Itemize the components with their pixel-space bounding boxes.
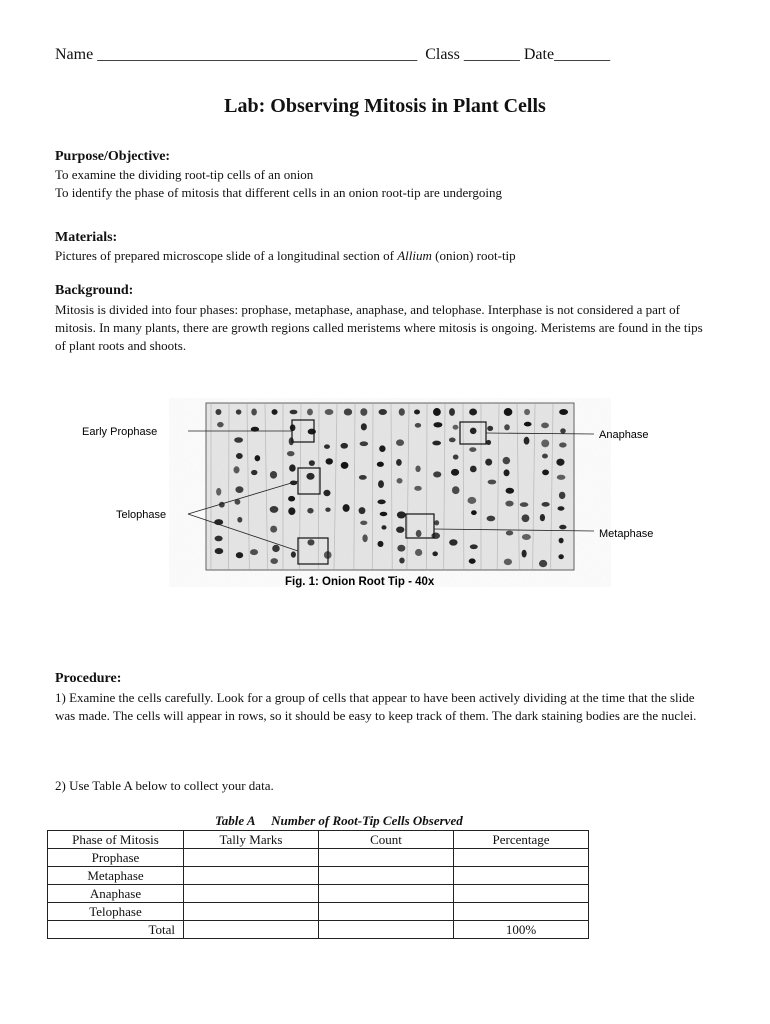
cell-nucleus (503, 457, 511, 464)
cell-nucleus (234, 437, 243, 443)
cell-nucleus (325, 409, 334, 415)
total-percentage: 100% (454, 921, 589, 939)
cell-nucleus (377, 462, 384, 467)
cell-nucleus (470, 428, 477, 434)
cell-nucleus (291, 551, 296, 557)
date-label: Date (523, 46, 555, 63)
cell-nucleus (270, 471, 277, 479)
percentage-cell[interactable] (454, 903, 589, 921)
cell-nucleus (237, 517, 242, 523)
purpose-heading: Purpose/Objective: (55, 149, 171, 164)
tally-total-cell[interactable] (184, 921, 319, 939)
cell-nucleus (343, 504, 350, 512)
cell-nucleus (270, 558, 278, 564)
cell-nucleus (360, 521, 367, 525)
cell-nucleus (397, 511, 406, 518)
onion-root-tip-figure (80, 398, 680, 593)
cell-nucleus (467, 497, 476, 504)
metaphase-label: Metaphase (599, 528, 654, 540)
background-heading: Background: (55, 283, 134, 298)
cell-nucleus (289, 437, 294, 445)
cell-nucleus (449, 539, 457, 545)
cell-nucleus (381, 525, 386, 529)
telophase-label: Telophase (116, 509, 167, 521)
cell-nucleus (396, 459, 402, 466)
cell-nucleus (288, 496, 295, 502)
materials-text-after: (onion) root-tip (431, 248, 516, 263)
materials-text (55, 248, 516, 264)
cell-nucleus (559, 538, 564, 544)
cell-nucleus (341, 462, 349, 469)
count-total-cell[interactable] (319, 921, 454, 939)
procedure-heading: Procedure: (55, 671, 122, 686)
header-percentage: Percentage (454, 831, 589, 849)
cell-nucleus (309, 460, 315, 466)
row-phase: Anaphase (48, 885, 184, 903)
table-caption (215, 813, 463, 829)
background-text: Mitosis is divided into four phases: prophase, metaphase, anaphase, and telophase. Interphase is not considered a part of mitosis. In many plants, there are growth regions called meristems where mitosis is ongoing. Meristems are found in the tips of plant roots and shoots. (55, 302, 703, 353)
cell-nucleus (506, 531, 513, 536)
anaphase-label: Anaphase (599, 429, 649, 441)
cell-nucleus (469, 447, 476, 452)
cell-nucleus (470, 466, 477, 473)
cell-nucleus (504, 408, 513, 416)
cell-nucleus (485, 459, 492, 466)
cell-nucleus (215, 409, 221, 415)
percentage-cell[interactable] (454, 867, 589, 885)
cell-nucleus (360, 408, 367, 416)
data-table-a (47, 830, 589, 939)
cell-nucleus (524, 422, 532, 427)
cell-nucleus (539, 560, 547, 567)
cell-nucleus (325, 507, 330, 511)
row-phase: Telophase (48, 903, 184, 921)
cell-nucleus (326, 458, 333, 464)
count-cell[interactable] (319, 885, 454, 903)
cell-nucleus (487, 516, 496, 522)
cell-nucleus (452, 486, 460, 494)
cell-nucleus (250, 549, 258, 555)
cell-nucleus (397, 545, 405, 552)
cell-nucleus (255, 455, 261, 461)
purpose-line-2: To identify the phase of mitosis that different cells in an onion root-tip are undergoing (55, 185, 503, 200)
table-total-row (48, 921, 589, 939)
cell-nucleus (415, 465, 420, 472)
cell-nucleus (470, 544, 478, 549)
cell-nucleus (557, 475, 566, 480)
cell-nucleus (233, 466, 239, 473)
cell-nucleus (414, 410, 420, 415)
cell-nucleus (434, 520, 439, 525)
cell-nucleus (379, 409, 387, 415)
table-row (48, 903, 589, 921)
total-label: Total (48, 921, 184, 939)
cell-nucleus (451, 469, 459, 476)
cell-nucleus (307, 409, 313, 416)
cell-nucleus (340, 443, 348, 449)
cell-nucleus (236, 453, 243, 459)
cell-nucleus (524, 437, 530, 445)
cell-nucleus (522, 550, 527, 558)
cell-nucleus (290, 424, 296, 431)
cell-nucleus (215, 548, 224, 554)
class-label: Class (425, 46, 460, 63)
cell-nucleus (542, 470, 549, 476)
purpose-line-1: To examine the dividing root-tip cells of an onion (55, 167, 314, 182)
cell-nucleus (449, 437, 456, 442)
cell-nucleus (559, 409, 568, 415)
cell-nucleus (414, 486, 422, 491)
table-row (48, 867, 589, 885)
cell-nucleus (288, 507, 295, 515)
cell-nucleus (397, 478, 403, 484)
cell-nucleus (270, 506, 279, 513)
cell-nucleus (396, 526, 404, 532)
cell-nucleus (415, 423, 421, 428)
cell-nucleus (469, 558, 476, 563)
cell-nucleus (433, 422, 442, 427)
cell-nucleus (236, 409, 242, 414)
cell-nucleus (559, 442, 567, 447)
header-phase: Phase of Mitosis (48, 831, 184, 849)
cell-nucleus (396, 439, 404, 445)
cell-nucleus (471, 510, 477, 515)
cell-nucleus (359, 507, 366, 514)
cell-nucleus (362, 534, 367, 542)
cell-nucleus (541, 423, 549, 429)
cell-nucleus (506, 488, 515, 494)
cell-nucleus (559, 492, 565, 499)
cell-nucleus (290, 410, 298, 415)
materials-genus: Allium (397, 248, 432, 263)
procedure-step-2: 2) Use Table A below to collect your data. (55, 778, 274, 793)
table-row (48, 885, 589, 903)
name-blank[interactable]: ________________________________________ (97, 46, 418, 63)
cell-nucleus (560, 428, 566, 433)
cell-nucleus (522, 514, 530, 522)
cell-nucleus (324, 444, 330, 449)
cell-nucleus (505, 501, 513, 507)
count-cell[interactable] (319, 849, 454, 867)
cell-nucleus (307, 508, 313, 514)
cell-nucleus (378, 480, 384, 488)
cell-nucleus (272, 409, 278, 415)
cell-nucleus (540, 514, 545, 521)
cell-nucleus (287, 451, 295, 456)
cell-nucleus (542, 454, 548, 459)
cell-nucleus (504, 559, 512, 565)
percentage-cell[interactable] (454, 849, 589, 867)
cell-nucleus (504, 424, 510, 430)
cell-nucleus (432, 441, 441, 446)
cell-nucleus (559, 525, 566, 530)
cell-nucleus (433, 408, 441, 416)
cell-nucleus (361, 423, 367, 430)
cell-nucleus (270, 526, 277, 533)
cell-nucleus (251, 470, 257, 475)
cell-nucleus (449, 408, 455, 416)
cell-nucleus (251, 409, 257, 416)
cell-nucleus (379, 445, 385, 452)
header-tally: Tally Marks (184, 831, 319, 849)
cell-nucleus (344, 408, 352, 415)
header-line (55, 46, 610, 64)
cell-nucleus (217, 422, 224, 427)
cell-nucleus (215, 536, 223, 542)
tally-cell[interactable] (184, 885, 319, 903)
cell-nucleus (415, 549, 422, 556)
name-label: Name (55, 46, 94, 63)
class-blank[interactable]: _______ (463, 46, 520, 63)
materials-heading: Materials: (55, 230, 118, 245)
cell-nucleus (377, 500, 385, 505)
cell-nucleus (416, 530, 422, 537)
cell-nucleus (453, 425, 459, 430)
cell-nucleus (399, 557, 404, 563)
figure-caption: Fig. 1: Onion Root Tip - 40x (285, 576, 435, 588)
cell-nucleus (520, 502, 529, 507)
tally-cell[interactable] (184, 849, 319, 867)
cell-nucleus (380, 512, 388, 516)
tally-cell[interactable] (184, 867, 319, 885)
row-phase: Metaphase (48, 867, 184, 885)
cell-nucleus (541, 439, 549, 447)
cell-nucleus (504, 469, 510, 476)
cell-nucleus (307, 539, 314, 545)
cell-nucleus (236, 552, 243, 558)
cell-nucleus (289, 464, 296, 471)
cell-nucleus (323, 490, 330, 496)
table-caption-label: Table A (215, 813, 255, 828)
row-phase: Prophase (48, 849, 184, 867)
cell-nucleus (556, 459, 564, 466)
cell-nucleus (235, 486, 243, 493)
cell-nucleus (469, 409, 477, 416)
cell-nucleus (360, 441, 368, 446)
tally-cell[interactable] (184, 903, 319, 921)
cell-nucleus (558, 554, 563, 559)
early-prophase-label: Early Prophase (82, 426, 158, 438)
cell-nucleus (399, 408, 405, 416)
cell-nucleus (522, 534, 531, 540)
cell-nucleus (557, 506, 564, 510)
table-header-row (48, 831, 589, 849)
cell-nucleus (432, 551, 437, 556)
cell-nucleus (486, 440, 491, 445)
cell-nucleus (306, 473, 314, 480)
table-caption-title: Number of Root-Tip Cells Observed (271, 813, 463, 828)
cell-nucleus (308, 429, 316, 435)
cell-nucleus (433, 471, 441, 477)
page-title: Lab: Observing Mitosis in Plant Cells (224, 95, 546, 117)
cell-nucleus (377, 541, 383, 547)
cell-nucleus (216, 488, 221, 496)
materials-text-before: Pictures of prepared microscope slide of a longitudinal section of (55, 248, 398, 263)
cell-nucleus (542, 502, 550, 507)
cell-nucleus (272, 545, 280, 552)
table-row (48, 849, 589, 867)
cell-nucleus (524, 409, 530, 415)
date-blank[interactable]: _______ (554, 46, 611, 63)
percentage-cell[interactable] (454, 885, 589, 903)
cell-nucleus (487, 426, 493, 431)
procedure-step-1: 1) Examine the cells carefully. Look for a group of cells that appear to have been actively dividing at the time that the slide was made. The cells will appear in rows, so it should be easy to keep track of them. The dark staining bodies are the nuclei. (55, 690, 697, 723)
cell-nucleus (359, 475, 367, 480)
cell-nucleus (488, 480, 497, 485)
count-cell[interactable] (319, 867, 454, 885)
header-count: Count (319, 831, 454, 849)
count-cell[interactable] (319, 903, 454, 921)
cell-nucleus (453, 454, 459, 459)
